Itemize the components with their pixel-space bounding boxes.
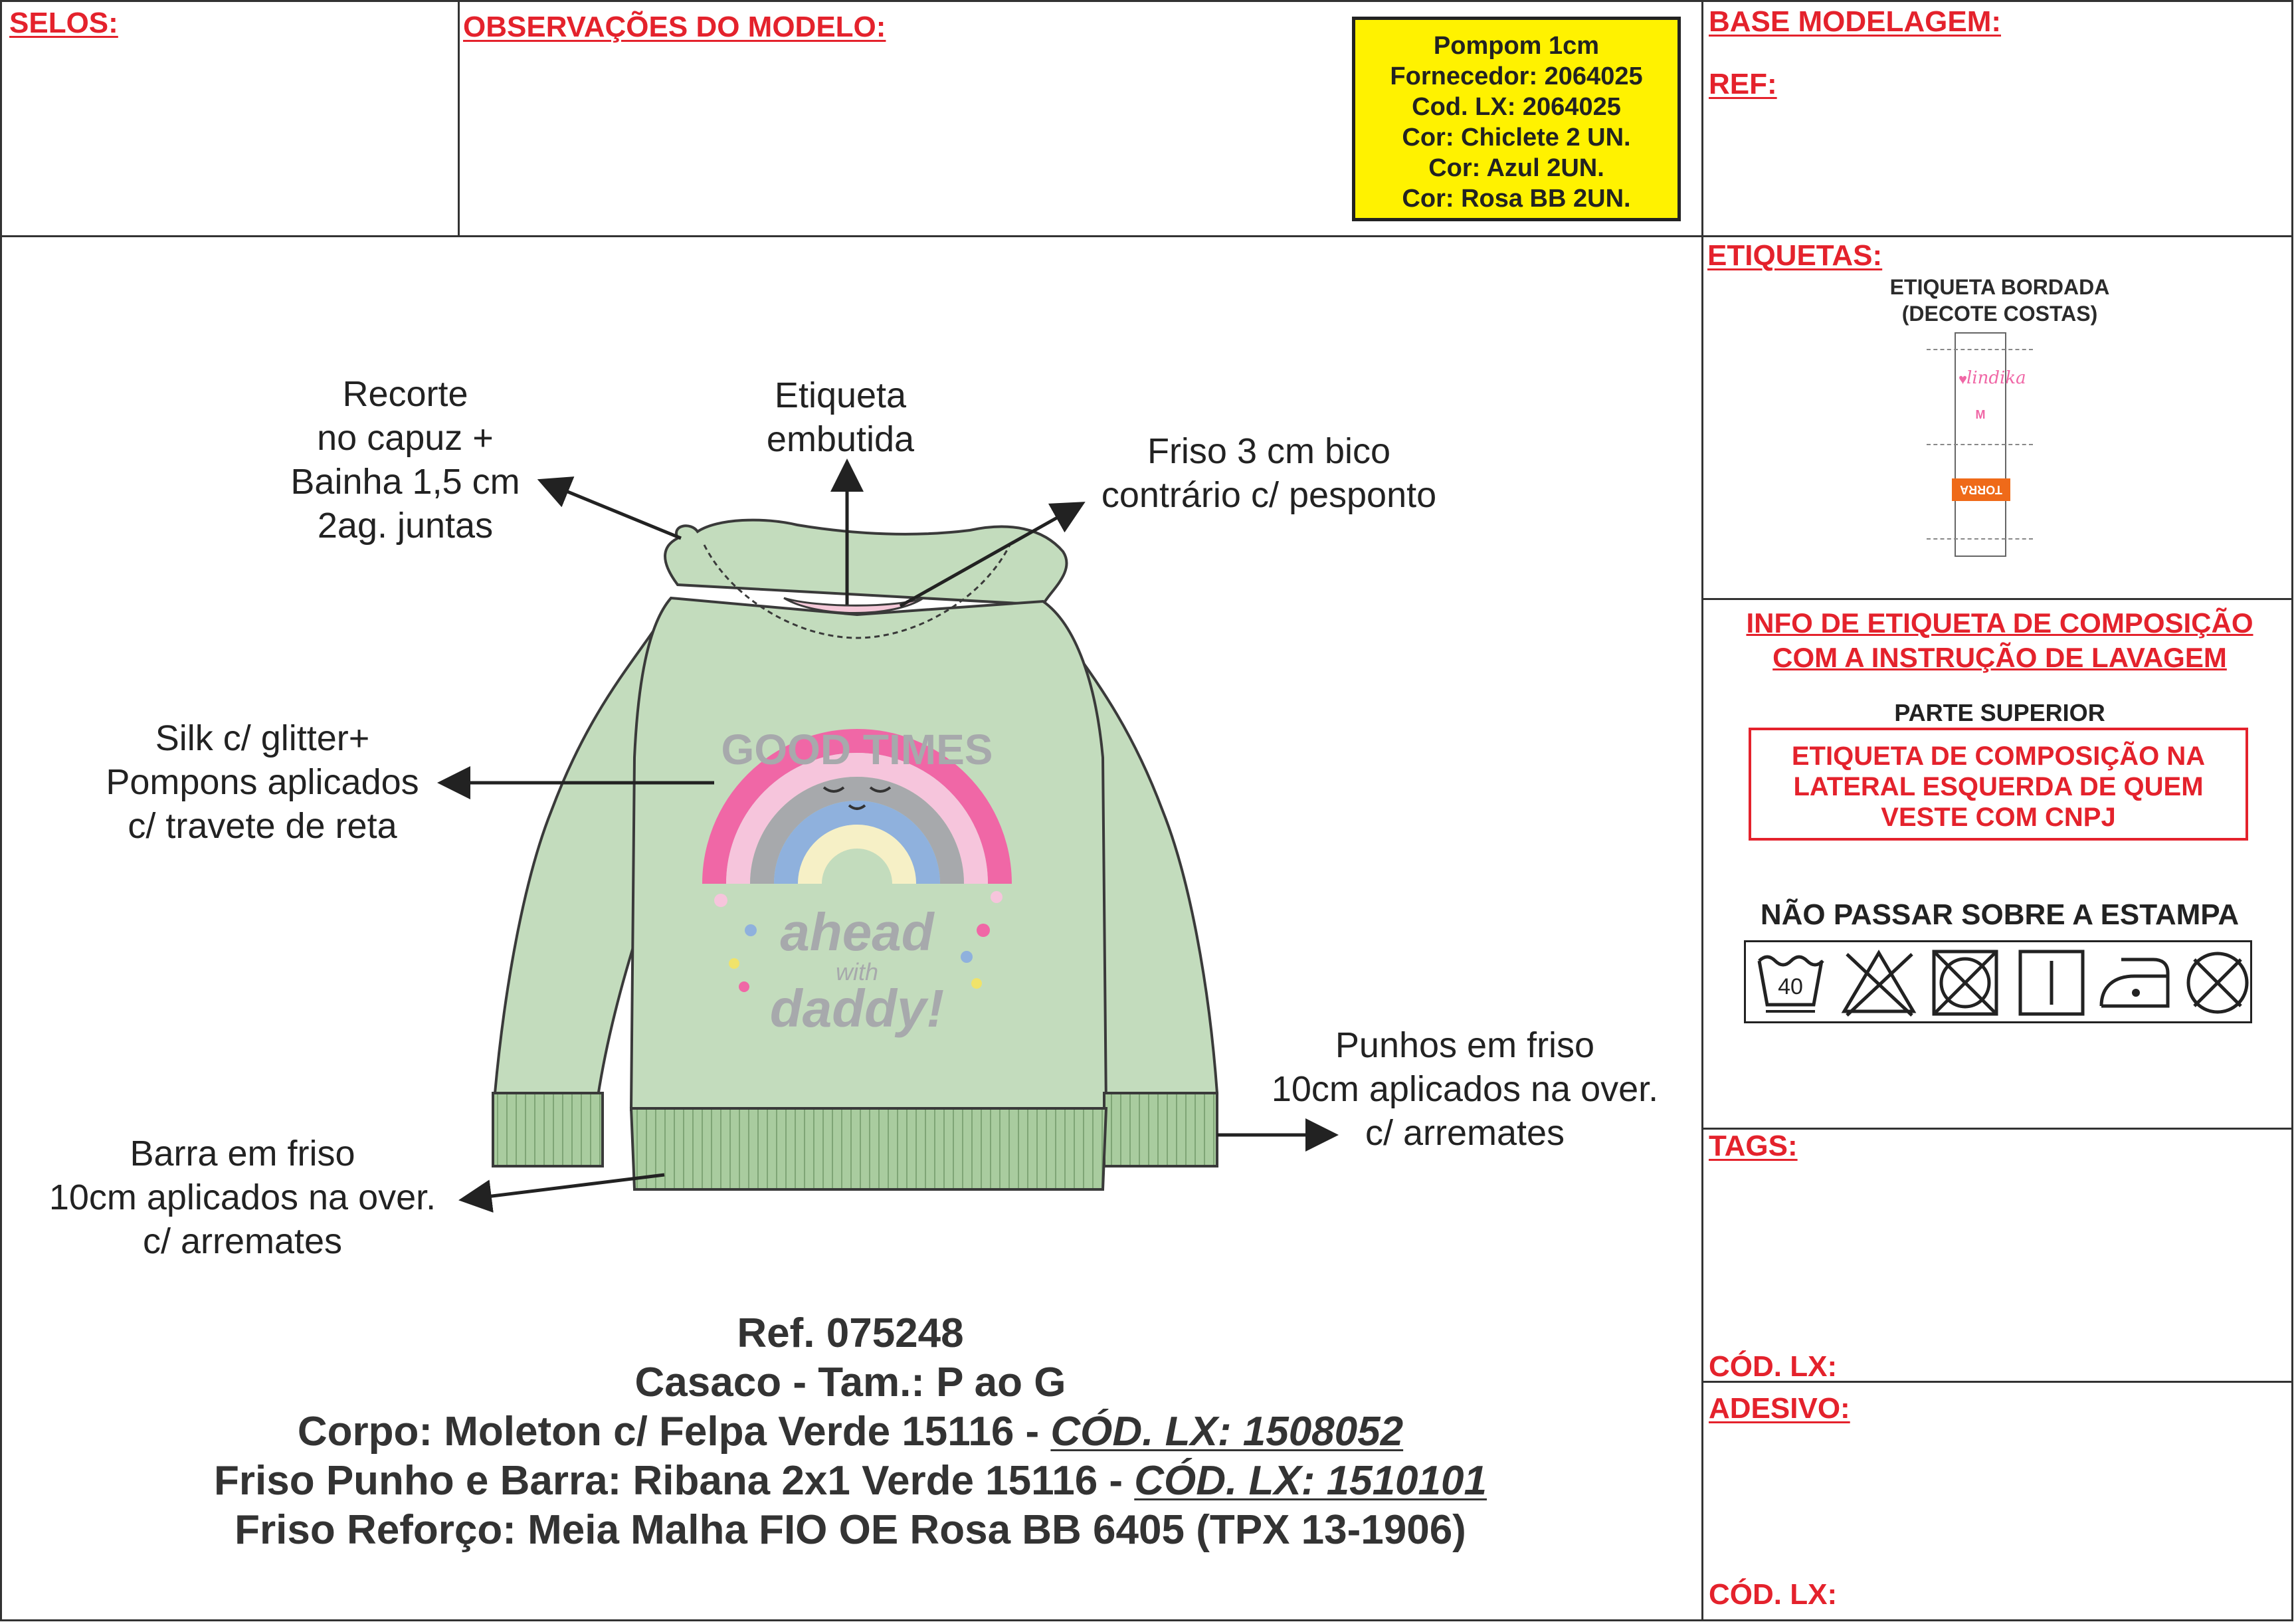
note-line: Cor: Chiclete 2 UN. [1402, 124, 1631, 152]
no-bleach-icon [1839, 946, 1919, 1019]
note-line: Cor: Azul 2UN. [1428, 154, 1604, 182]
callout-line: 10cm aplicados na over. [1271, 1069, 1659, 1109]
observacoes-label: OBSERVAÇÕES DO MODELO: [463, 11, 886, 43]
composicao-line: VESTE COM CNPJ [1881, 803, 2116, 832]
tags-label: TAGS: [1709, 1130, 1798, 1162]
selos-divider [458, 0, 460, 237]
callout-line: Pompons aplicados [106, 762, 419, 802]
wash-40-icon [1754, 946, 1827, 1019]
no-tumble-dry-icon [1929, 946, 2002, 1019]
composicao-box [1749, 728, 2248, 841]
no-dry-clean-icon [2181, 946, 2254, 1019]
info-line: INFO DE ETIQUETA DE COMPOSIÇÃO [1746, 607, 2253, 639]
product-line: Casaco - Tam.: P ao G [634, 1360, 1066, 1405]
wash-temp-text: 40 [1778, 974, 1803, 999]
header-divider [0, 235, 2293, 237]
reforco-line: Friso Reforço: Meia Malha FIO OE Rosa BB 6405 (TPX 13-1906) [235, 1507, 1466, 1553]
barra-callout [27, 1132, 458, 1263]
callout-line: c/ travete de reta [128, 806, 397, 846]
composicao-line: LATERAL ESQUERDA DE QUEM [1793, 772, 2204, 801]
corpo-line [0, 1407, 1701, 1457]
print-small-text: with [835, 958, 879, 985]
callout-line: 10cm aplicados na over. [48, 1177, 436, 1217]
info-composicao-heading [1707, 606, 2292, 675]
etiqueta-callout [731, 373, 950, 461]
product-description [0, 1309, 1701, 1555]
note-line: Fornecedor: 2064025 [1390, 62, 1643, 90]
note-line: Cod. LX: 2064025 [1412, 93, 1621, 121]
recorte-callout [272, 372, 538, 548]
friso-cod: CÓD. LX: 1510101 [1134, 1458, 1487, 1504]
base-modelagem-label: BASE MODELAGEM: [1709, 5, 2001, 38]
callout-line: embutida [766, 419, 915, 459]
etiqueta-bordada-text [1834, 274, 2166, 327]
print-top-text: GOOD TIMES [721, 726, 993, 773]
callout-line: c/ arremates [142, 1221, 343, 1261]
size-text: M [1975, 408, 1986, 421]
adesivo-cod-lx-label: CÓD. LX: [1709, 1578, 1838, 1611]
callout-line: 2ag. juntas [317, 506, 494, 546]
label-bottom-dash [1927, 538, 2033, 540]
print-middle-text: ahead [780, 902, 934, 962]
brand-heart-icon: ♥ [1959, 371, 1968, 387]
tags-cod-lx-label: CÓD. LX: [1709, 1350, 1838, 1383]
decote-line: (DECOTE COSTAS) [1901, 302, 2098, 326]
label-top-dash [1927, 349, 2033, 350]
parte-superior-text: PARTE SUPERIOR [1894, 699, 2105, 726]
right-panel-divider [1701, 0, 1703, 1621]
care-symbols [1744, 940, 2252, 1023]
corpo-text: Corpo: Moleton c/ Felpa Verde 15116 - [297, 1409, 1051, 1455]
callout-line: Etiqueta [774, 375, 907, 415]
friso-line [0, 1457, 1701, 1506]
info-line: COM A INSTRUÇÃO DE LAVAGEM [1772, 642, 2227, 673]
friso-callout [1076, 429, 1462, 517]
etiquetas-label: ETIQUETAS: [1707, 239, 1883, 272]
callout-line: Barra em friso [130, 1134, 355, 1173]
print-bottom-text: daddy! [769, 979, 945, 1038]
label-mid-dash [1927, 444, 2033, 445]
composicao-line: ETIQUETA DE COMPOSIÇÃO NA [1791, 742, 2206, 771]
nao-passar-text: NÃO PASSAR SOBRE A ESTAMPA [1760, 898, 2240, 931]
line-dry-icon [2015, 946, 2088, 1019]
note-line: Pompom 1cm [1433, 32, 1600, 60]
brand2-badge [1952, 478, 2010, 501]
silk-callout [90, 716, 435, 848]
corpo-cod: CÓD. LX: 1508052 [1050, 1409, 1404, 1455]
brand2-text: TORRA [1960, 483, 2002, 496]
adesivo-label: ADESIVO: [1709, 1392, 1850, 1425]
callout-line: contrário c/ pesponto [1101, 475, 1437, 515]
callout-line: c/ arremates [1365, 1113, 1565, 1153]
callout-line: Bainha 1,5 cm [290, 462, 520, 502]
note-line: Cor: Rosa BB 2UN. [1402, 185, 1631, 213]
pompom-note-box [1352, 17, 1681, 221]
recorte-arrow [543, 482, 681, 538]
etiquetas-bottom-divider [1701, 598, 2293, 600]
friso-text: Friso Punho e Barra: Ribana 2x1 Verde 15116 - [214, 1458, 1135, 1504]
etiqueta-bordada-line: ETIQUETA BORDADA [1889, 275, 2110, 299]
callout-line: Punhos em friso [1335, 1025, 1595, 1065]
callout-line: Friso 3 cm bico [1147, 431, 1391, 471]
brand-text: lindika [1966, 368, 2026, 388]
punhos-callout [1249, 1023, 1681, 1155]
callout-line: no capuz + [317, 418, 494, 458]
selos-label: SELOS: [9, 7, 118, 39]
callout-line: Recorte [342, 374, 468, 414]
ref-line: Ref. 075248 [737, 1310, 964, 1356]
iron-low-icon [2095, 946, 2174, 1019]
ref-label: REF: [1709, 68, 1777, 100]
callout-line: Silk c/ glitter+ [155, 718, 370, 758]
